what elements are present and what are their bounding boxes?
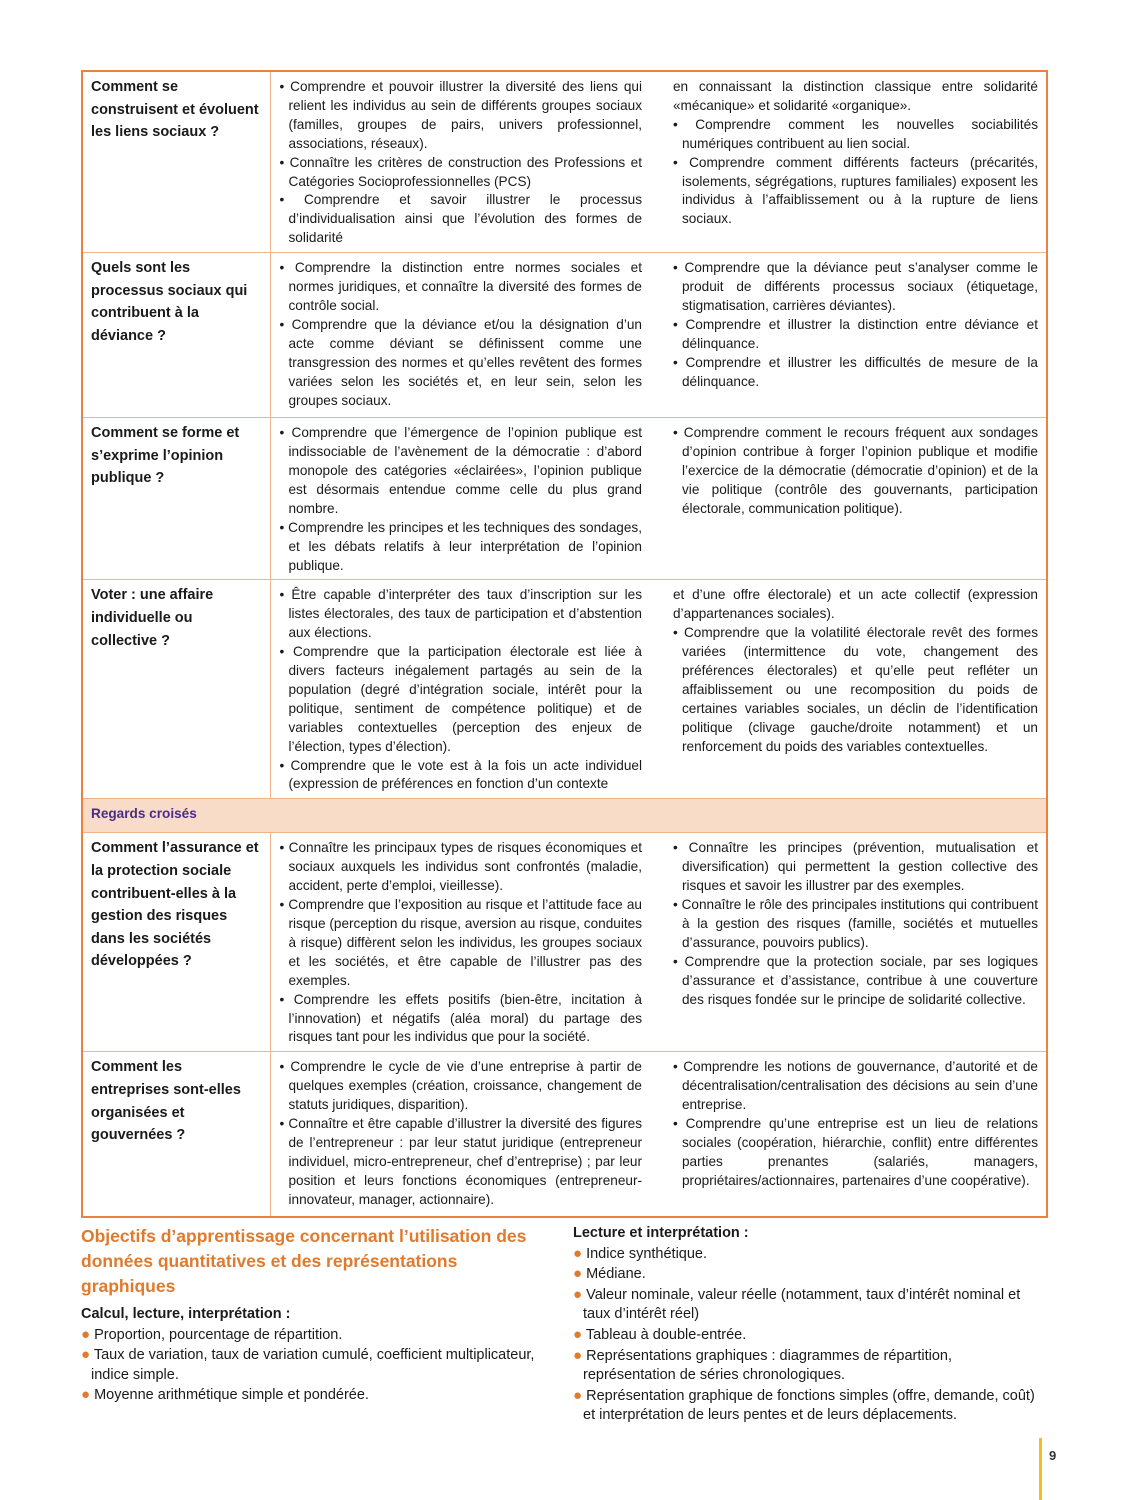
bullet-item: • Comprendre comment le recours fréquent aux sondages d’opinion contribue à forger l’opinion publique et modifie l’exercice de la démocratie (démocratie d’opinion) et de la vie politique (contrôle des gouvernants, participation électorale, communication politique). [673, 425, 1038, 516]
bullet-dot-icon: ● [81, 1386, 91, 1404]
table-row [82, 253, 1047, 418]
list-item [81, 1345, 551, 1385]
row-col2 [664, 580, 1047, 799]
list-item [573, 1386, 1043, 1426]
bullet-item: • Comprendre comment les nouvelles sociabilités numériques contribuent au lien social. [673, 116, 1038, 151]
bullet-item: • Être capable d’interpréter des taux d’inscription sur les listes électorales, des taux de participation et d’abstention aux élections. [279, 587, 642, 641]
bullet-item: • Comprendre la distinction entre normes sociales et normes juridiques, et connaître la diversité des formes de contrôle social. [279, 260, 642, 313]
bullet-item: • Comprendre que la déviance peut s’analyser comme le produit de différents processus sociaux (étiquetage, stigmatisation, carrières déviantes). [673, 260, 1038, 313]
row-col1 [270, 833, 664, 1052]
row-col2 [664, 833, 1047, 1052]
row-col1 [270, 418, 664, 580]
row-question: Comment l’assurance et la protection sociale contribuent-elles à la gestion des risques dans les sociétés développées ? [82, 833, 270, 1052]
row-col2 [664, 1052, 1047, 1217]
row-question: Voter : une affaire individuelle ou collective ? [82, 580, 270, 799]
objectives-subtitle-calcul: Calcul, lecture, interprétation : [81, 1306, 291, 1322]
bullet-item: • Comprendre et illustrer la distinction entre déviance et délinquance. [673, 316, 1038, 351]
table-row [82, 71, 1047, 253]
list-item [573, 1264, 1043, 1285]
bullet-item: • Comprendre que la volatilité électorale revêt des formes variées (intermittence du vote, changement des préférences électorales) et qu’elle peut refléter un affaiblissement ou une recomposition du poids de certaines variables sociales, un déclin de l’identification politique (clivage gauche/droite notamment) et un renforcement du poids des variables contextuelles. [673, 625, 1038, 754]
row-question: Quels sont les processus sociaux qui contribuent à la déviance ? [82, 253, 270, 418]
section-row [82, 799, 1047, 833]
bullet-continuation: et d’une offre électorale) et un acte collectif (expression d’appartenances sociales). [673, 587, 1038, 622]
bullet-item: • Comprendre et pouvoir illustrer la diversité des liens qui relient les individus au sein de différents groupes sociaux (familles, groupes de pairs, univers professionnel, associations, réseaux). [279, 79, 642, 151]
objectives-title: Objectifs d’apprentissage concernant l’utilisation des données quantitatives et des représentations graphiques [81, 1226, 527, 1296]
bullet-dot-icon: ● [573, 1386, 583, 1404]
bullet-item: • Comprendre que la participation électorale est liée à divers facteurs inégalement partagés au sein de la population (degré d’intégration sociale, intérêt pour la politique, sentiment de compétence politique) et de variables contextuelles (perception des enjeux de l’élection, types d’élection). [279, 644, 642, 754]
row-col1 [270, 71, 664, 253]
bullet-item: • Connaître les critères de construction des Professions et Catégories Socioprofessionnelles (PCS) [279, 154, 642, 189]
list-item-text: Représentations graphiques : diagrammes de répartition, représentation de séries chronologiques. [583, 1347, 953, 1384]
row-question: Comment se forme et s’exprime l’opinion publique ? [82, 418, 270, 580]
bullet-item: • Comprendre que le vote est à la fois un acte individuel (expression de préférences en fonction d’un contexte [279, 757, 642, 792]
row-question: Comment les entreprises sont-elles organisées et gouvernées ? [82, 1052, 270, 1217]
objectives-subtitle-lecture: Lecture et interprétation : [573, 1225, 749, 1241]
bullet-dot-icon: ● [81, 1346, 91, 1364]
row-col2 [664, 418, 1047, 580]
objectives-right-column [573, 1224, 1043, 1426]
bullet-item: • Comprendre comment différents facteurs (précarités, isolements, ségrégations, ruptures familiales) exposent les individus à l’affaiblissement ou à la rupture de liens sociaux. [673, 154, 1038, 227]
row-question: Comment se construisent et évoluent les liens sociaux ? [82, 71, 270, 253]
list-item [573, 1346, 1043, 1386]
bullet-item: • Connaître les principes (prévention, mutualisation et diversification) qui permettent la gestion collective des risques et savoir les illustrer par des exemples. [673, 840, 1038, 894]
list-item-text: Moyenne arithmétique simple et pondérée. [94, 1387, 369, 1404]
programme-table [81, 70, 1048, 1218]
page-number-bar [1039, 1438, 1042, 1500]
bullet-item: • Connaître et être capable d’illustrer la diversité des figures de l’entrepreneur : par leur statut juridique (entrepreneur individuel, micro-entrepreneur, chef d’entreprise) ; par leur position et leurs fonctions économiques (entrepreneur-innovateur, manager, actionnaire). [279, 1116, 642, 1207]
table-row [82, 580, 1047, 799]
row-col1 [270, 253, 664, 418]
list-item-text: Taux de variation, taux de variation cumulé, coefficient multiplicateur, indice simple. [91, 1347, 535, 1383]
bullet-dot-icon: ● [573, 1346, 583, 1364]
bullet-item: • Comprendre et illustrer les difficultés de mesure de la délinquance. [673, 354, 1038, 389]
bullet-dot-icon: ● [573, 1325, 583, 1343]
bullet-dot-icon: ● [81, 1325, 91, 1343]
section-title: Regards croisés [82, 799, 1047, 833]
bullet-item: • Comprendre que l’émergence de l’opinion publique est indissociable de l’avènement de la démocratie : d’abord monopole des catégories «éclairées», l’opinion publique est désormais entendue comme celle du plus grand nombre. [279, 425, 642, 516]
list-item-text: Médiane. [586, 1266, 646, 1283]
list-item [573, 1285, 1043, 1325]
bullet-dot-icon: ● [573, 1285, 583, 1303]
row-col1 [270, 1052, 664, 1217]
bullet-item: • Connaître les principaux types de risques économiques et sociaux auxquels les individus sont confrontés (maladie, accident, perte d’emploi, vieillesse). [279, 840, 642, 894]
bullet-item: • Comprendre qu’une entreprise est un lieu de relations sociales (coopération, hiérarchie, conflit) entre différentes parties prenantes (salariés, managers, propriétaires/actionnaires, partenaires d’une coopérative). [673, 1116, 1038, 1188]
page-number: 9 [1049, 1448, 1057, 1463]
table-row [82, 1052, 1047, 1217]
list-item-text: Tableau à double-entrée. [585, 1326, 747, 1343]
row-col2 [664, 71, 1047, 253]
objectives-left-column [81, 1224, 551, 1406]
list-item [573, 1244, 1043, 1265]
list-item-text: Représentation graphique de fonctions simples (offre, demande, coût) et interprétation de leurs pentes et de leurs déplacements. [583, 1387, 1035, 1424]
bullet-dot-icon: ● [573, 1244, 583, 1262]
bullet-dot-icon: ● [573, 1265, 583, 1283]
bullet-item: • Comprendre que l’exposition au risque et l’attitude face au risque (perception du risque, aversion au risque, conduites à risque) diffèrent selon les individus, les groupes sociaux et les sociétés, et être capable de l’illustrer pas des exemples. [279, 897, 642, 988]
bullet-item: • Comprendre le cycle de vie d’une entreprise à partir de quelques exemples (création, croissance, changement de statuts juridiques, disparition). [279, 1059, 642, 1113]
bullet-item: • Comprendre que la protection sociale, par ses logiques d’assurance et d’assistance, contribue à une couverture des risques fondée sur le principe de solidarité collective. [673, 953, 1038, 1007]
bullet-item: • Comprendre les principes et les techniques des sondages, et les débats relatifs à leur interprétation de l’opinion publique. [279, 519, 642, 573]
bullet-item: • Comprendre que la déviance et/ou la désignation d’un acte comme déviant se définissent comme une transgression des normes et qu’elles revêtent des formes variées selon les sociétés et, en leur sein, selon les groupes sociaux. [279, 316, 642, 408]
bullet-item: • Comprendre les notions de gouvernance, d’autorité et de décentralisation/centralisation des décisions au sein d’une entreprise. [673, 1059, 1038, 1113]
row-col2 [664, 253, 1047, 418]
bullet-item: • Connaître le rôle des principales institutions qui contribuent à la gestion des risques (famille, sociétés et mutuelles d’assurance, pouvoirs publics). [673, 897, 1038, 950]
table-row [82, 418, 1047, 580]
list-item [81, 1385, 551, 1406]
table-row [82, 833, 1047, 1052]
bullet-item: • Comprendre et savoir illustrer le processus d’individualisation ainsi que l’évolution des formes de solidarité [279, 192, 642, 246]
list-item-text: Valeur nominale, valeur réelle (notamment, taux d’intérêt nominal et taux d’intérêt réel) [583, 1286, 1021, 1323]
row-col1 [270, 580, 664, 799]
list-item [573, 1325, 1043, 1346]
bullet-item: • Comprendre les effets positifs (bien-être, incitation à l’innovation) et négatifs (aléa moral) du partage des risques tant pour les individus que pour la société. [279, 991, 642, 1045]
list-item-text: Proportion, pourcentage de répartition. [94, 1326, 343, 1343]
list-item-text: Indice synthétique. [586, 1245, 708, 1262]
bullet-continuation: en connaissant la distinction classique entre solidarité «mécanique» et solidarité «organique». [673, 79, 1038, 113]
list-item [81, 1325, 551, 1346]
